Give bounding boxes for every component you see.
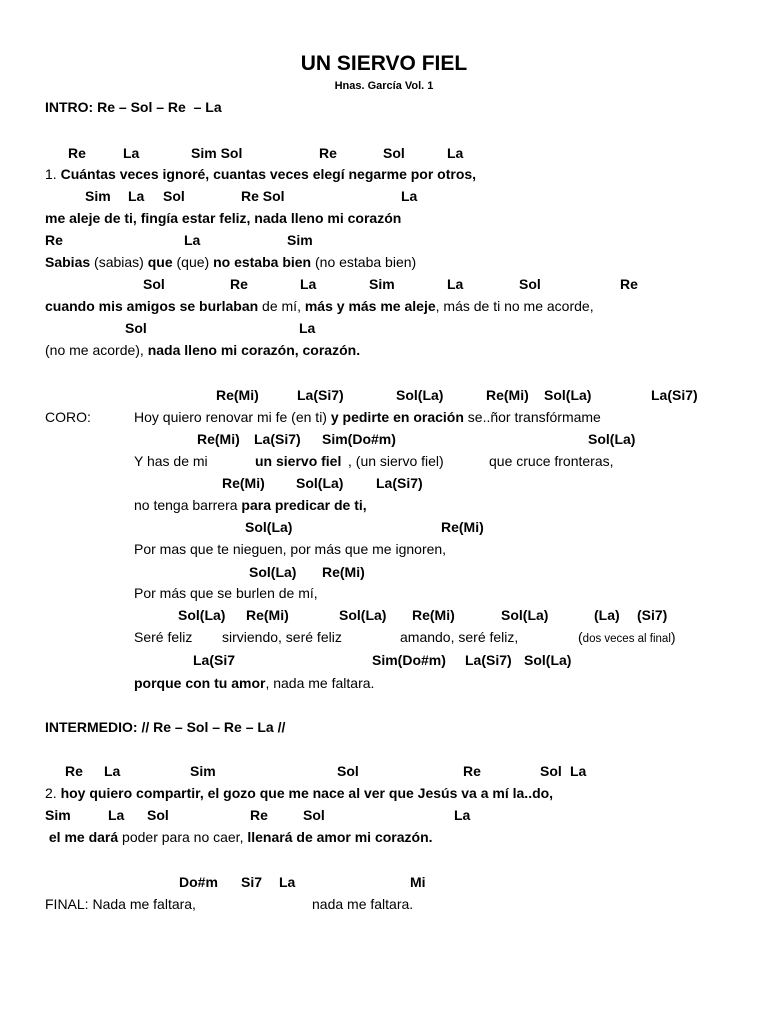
chord: La — [454, 807, 471, 823]
chord: Re — [65, 763, 83, 779]
lyric-line: cuando mis amigos se burlaban de mí, más y más me aleje, más de ti no me acorde, — [45, 298, 594, 314]
chord: Re Sol — [241, 188, 285, 204]
chord: La(Si7) — [465, 652, 512, 668]
chord: Do#m — [179, 874, 218, 890]
chord: La(Si7) — [254, 431, 301, 447]
lyric-line: Sabias (sabias) que (que) no estaba bien (no estaba bien) — [45, 254, 417, 270]
chord: Re(Mi) — [486, 387, 529, 403]
chord: Re — [68, 145, 86, 161]
chord: Si7 — [241, 874, 263, 890]
intermedio-line: INTERMEDIO: // Re – Sol – Re – La // — [45, 719, 286, 735]
chord: Re(Mi) — [441, 519, 484, 535]
chord: Re(Mi) — [216, 387, 259, 403]
chord: Sol(La) — [249, 564, 297, 580]
chord: Sim — [190, 763, 216, 779]
chord: Sol(La) — [296, 475, 344, 491]
chord: Re — [620, 276, 638, 292]
chord: La — [300, 276, 317, 292]
lyric-line: Hoy quiero renovar mi fe (en ti) y pedirte en oración se..ñor transfórmame — [134, 409, 601, 425]
chord: Sol — [143, 276, 165, 292]
song-title: UN SIERVO FIEL — [300, 52, 468, 75]
lyric-line: un siervo fiel — [255, 453, 342, 469]
chord: Sim — [287, 232, 313, 248]
chord: Re — [319, 145, 337, 161]
chord: La — [108, 807, 125, 823]
chord: Sol — [383, 145, 405, 161]
lyric-line: me aleje de ti, fingía estar feliz, nada lleno mi corazón — [45, 210, 402, 226]
chord: Sol(La) — [396, 387, 444, 403]
final-line: nada me faltara. — [312, 896, 414, 912]
chord: Re(Mi) — [222, 475, 265, 491]
chord: Re — [45, 232, 63, 248]
lyric-line: Seré feliz — [134, 629, 193, 645]
chord: La — [184, 232, 201, 248]
chord: La — [401, 188, 418, 204]
lyric-line: (dos veces al final) — [578, 629, 676, 645]
chord: Sim — [369, 276, 395, 292]
chord: Sim — [85, 188, 111, 204]
chord: Sim Sol — [191, 145, 243, 161]
chord: Re(Mi) — [246, 607, 289, 623]
lyric-line: Y has de mi — [134, 453, 208, 469]
chord: (La) — [594, 607, 620, 623]
chord: Sol(La) — [178, 607, 226, 623]
lyric-line: amando, seré feliz, — [400, 629, 519, 645]
lyric-line: Por más que se burlen de mí, — [134, 585, 318, 601]
chord: La(Si7) — [651, 387, 698, 403]
chord: Sim(Do#m) — [322, 431, 396, 447]
chord: (Si7) — [637, 607, 668, 623]
chord: Sim(Do#m) — [372, 652, 446, 668]
verse-number: 1. — [45, 166, 57, 182]
repeat-note: dos veces al final — [582, 633, 671, 645]
chord: La(Si7 — [193, 652, 236, 668]
chord: Re — [463, 763, 481, 779]
chord: Re — [230, 276, 248, 292]
chord: Sol — [540, 763, 562, 779]
chord: Sol(La) — [544, 387, 592, 403]
chord: La(Si7) — [376, 475, 423, 491]
chord: Re(Mi) — [412, 607, 455, 623]
lyric-text: Cuántas veces ignoré, cuantas veces elegí negarme por otros, — [60, 166, 477, 182]
chord: Mi — [410, 874, 426, 890]
intro-line: INTRO: Re – Sol – Re – La — [45, 99, 222, 115]
chord: Sol(La) — [588, 431, 636, 447]
chord: La — [299, 320, 316, 336]
chord: Sol(La) — [339, 607, 387, 623]
lyric-line: sirviendo, seré feliz — [222, 629, 342, 645]
lyric-line: el me dará poder para no caer, llenará de amor mi corazón. — [45, 829, 433, 845]
chord: La(Si7) — [297, 387, 344, 403]
chord: La — [128, 188, 145, 204]
chord: Sol — [303, 807, 325, 823]
chord: Re(Mi) — [197, 431, 240, 447]
chord: Sol — [125, 320, 147, 336]
lyric-line: , (un siervo fiel) — [348, 453, 444, 469]
chord: La — [447, 145, 464, 161]
chord: Sol — [519, 276, 541, 292]
lyric-line: no tenga barrera para predicar de ti, — [134, 497, 367, 513]
chord: Sol(La) — [245, 519, 293, 535]
lyric-line: (no me acorde), nada lleno mi corazón, corazón. — [45, 342, 361, 358]
chord: Re — [250, 807, 268, 823]
chord: Sol(La) — [524, 652, 572, 668]
chord: La — [123, 145, 140, 161]
chord: Sol(La) — [501, 607, 549, 623]
chord: Sol — [147, 807, 169, 823]
lyric-line: que cruce fronteras, — [489, 453, 614, 469]
song-subtitle: Hnas. García Vol. 1 — [334, 80, 434, 92]
lyric-line: porque con tu amor, nada me faltara. — [134, 675, 375, 691]
final-line: FINAL: Nada me faltara, — [45, 896, 196, 912]
lyric-line: 2. hoy quiero compartir, el gozo que me nace al ver que Jesús va a mí la..do, — [45, 785, 554, 801]
chord: La — [447, 276, 464, 292]
chord: Sim — [45, 807, 71, 823]
chord: Sol — [163, 188, 185, 204]
chord: La — [104, 763, 121, 779]
lyric-line — [45, 165, 476, 183]
verse-number: 2. — [45, 785, 57, 801]
chord: Sol — [337, 763, 359, 779]
coro-label: CORO: — [45, 409, 91, 425]
chord: La — [570, 763, 587, 779]
chord: La — [279, 874, 296, 890]
chord: Re(Mi) — [322, 564, 365, 580]
lyric-line: Por mas que te nieguen, por más que me ignoren, — [134, 541, 447, 557]
